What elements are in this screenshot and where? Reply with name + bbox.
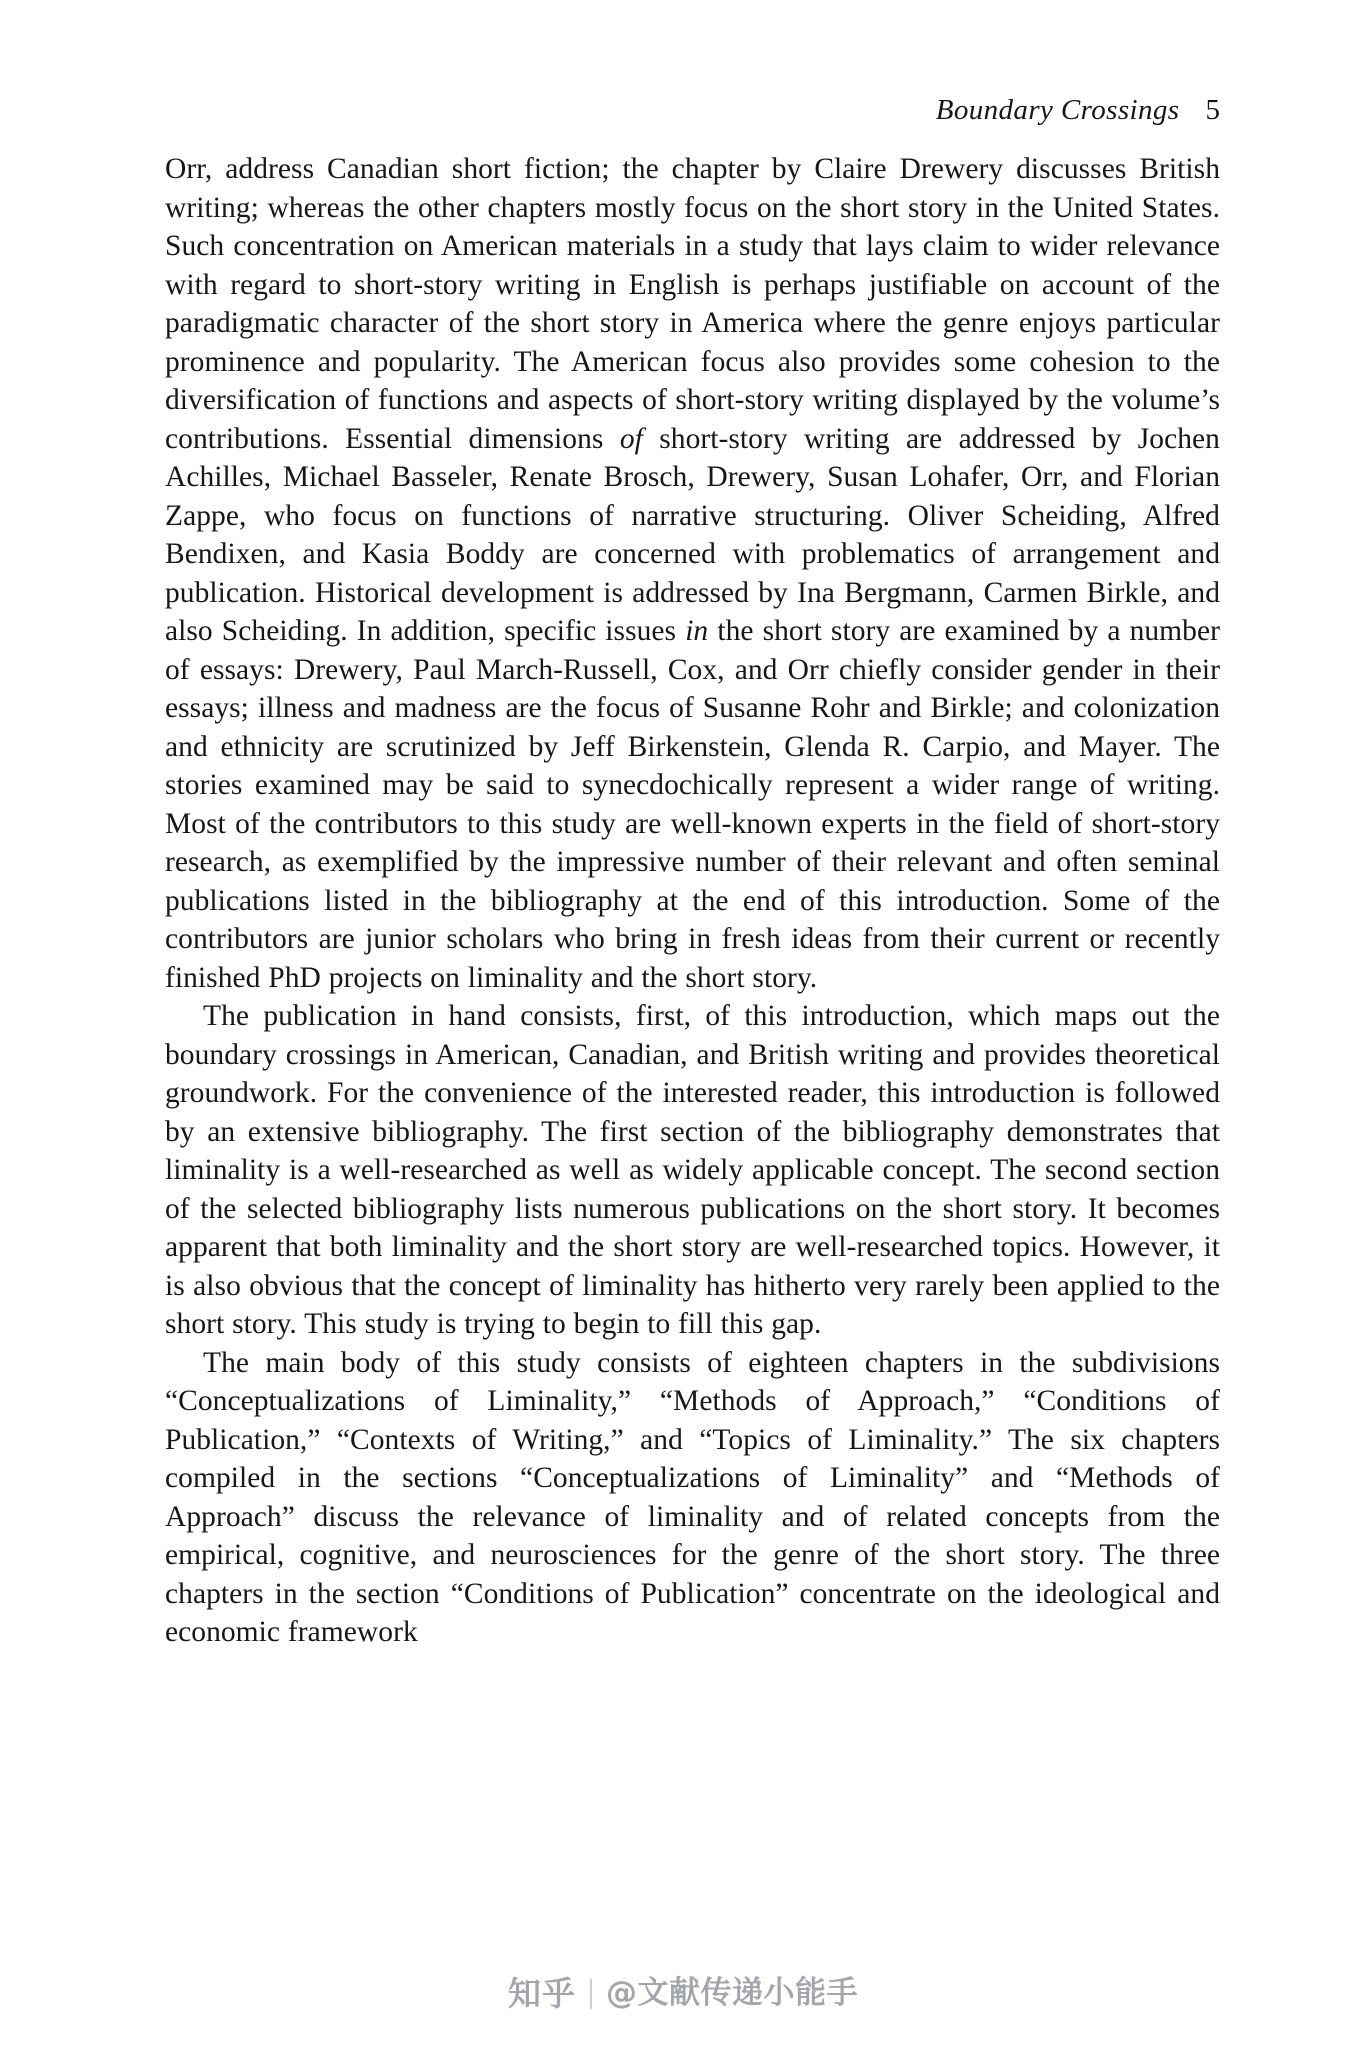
zhihu-logo-icon: 知乎 [508,1974,576,2013]
running-head [165,96,1220,125]
paragraph: Orr, address Canadian short fiction; the chapter by Claire Drewery discusses British writing; whereas the other chapters mostly focus on the short story in the United States. Such concentration on American materials in a study that lays claim to wider relevance with regard to short-story writing in English is perhaps justifiable on account of the paradigmatic character of the short story in America where the genre enjoys particular prominence and popularity. The American focus also provides some cohesion to the diversification of functions and aspects of short-story writing displayed by the volume’s contributions. Essential dimensions of short-story writing are addressed by Jochen Achilles, Michael Basseler, Renate Brosch, Drewery, Susan Lohafer, Orr, and Florian Zappe, who focus on functions of narrative structuring. Oliver Scheiding, Alfred Bendixen, and Kasia Boddy are concerned with problematics of arrangement and publication. Historical development is addressed by Ina Bergmann, Carmen Birkle, and also Scheiding. In addition, specific issues in the short story are examined by a number of essays: Drewery, Paul March-Russell, Cox, and Orr chiefly consider gender in their essays; illness and madness are the focus of Susanne Rohr and Birkle; and colonization and ethnicity are scrutinized by Jeff Birkenstein, Glenda R. Carpio, and Mayer. The stories examined may be said to synecdochically represent a wider range of writing. Most of the contributors to this study are well-known experts in the field of short-story research, as exemplified by the impressive number of their relevant and often seminal publications listed in the bibliography at the end of this introduction. Some of the contributors are junior scholars who bring in fresh ideas from their current or recently finished PhD projects on liminality and the short story. [165,153,1220,994]
running-head-title: Boundary Crossings [935,94,1180,126]
watermark [0,1974,1366,2013]
watermark-handle: @文献传递小能手 [606,1975,858,2011]
emphasis-text: of [619,422,643,455]
watermark-divider [590,1979,592,2009]
paragraph: The main body of this study consists of eighteen chapters in the subdivisions “Conceptualizations of Liminality,” “Methods of Approach,” “Conditions of Publication,” “Contexts of Writing,” and “Topics of Liminality.” The six chapters compiled in the sections “Conceptualizations of Liminality” and “Methods of Approach” discuss the relevance of liminality and of related concepts from the empirical, cognitive, and neurosciences for the genre of the short story. The three chapters in the section “Conditions of Publication” concentrate on the ideological and economic framework [165,1346,1220,1648]
running-head-page-number: 5 [1205,94,1220,126]
paragraph: The publication in hand consists, first, of this introduction, which maps out the boundary crossings in American, Canadian, and British writing and provides theoretical groundwork. For the convenience of the interested reader, this introduction is followed by an extensive bibliography. The first section of the bibliography demonstrates that liminality is a well-researched as well as widely applicable concept. The second section of the selected bibliography lists numerous publications on the short story. It becomes apparent that both liminality and the short story are well-researched topics. However, it is also obvious that the concept of liminality has hitherto very rarely been applied to the short story. This study is trying to begin to fill this gap. [165,1000,1220,1340]
body-text-block [165,150,1220,1652]
emphasis-text: in [685,615,709,647]
